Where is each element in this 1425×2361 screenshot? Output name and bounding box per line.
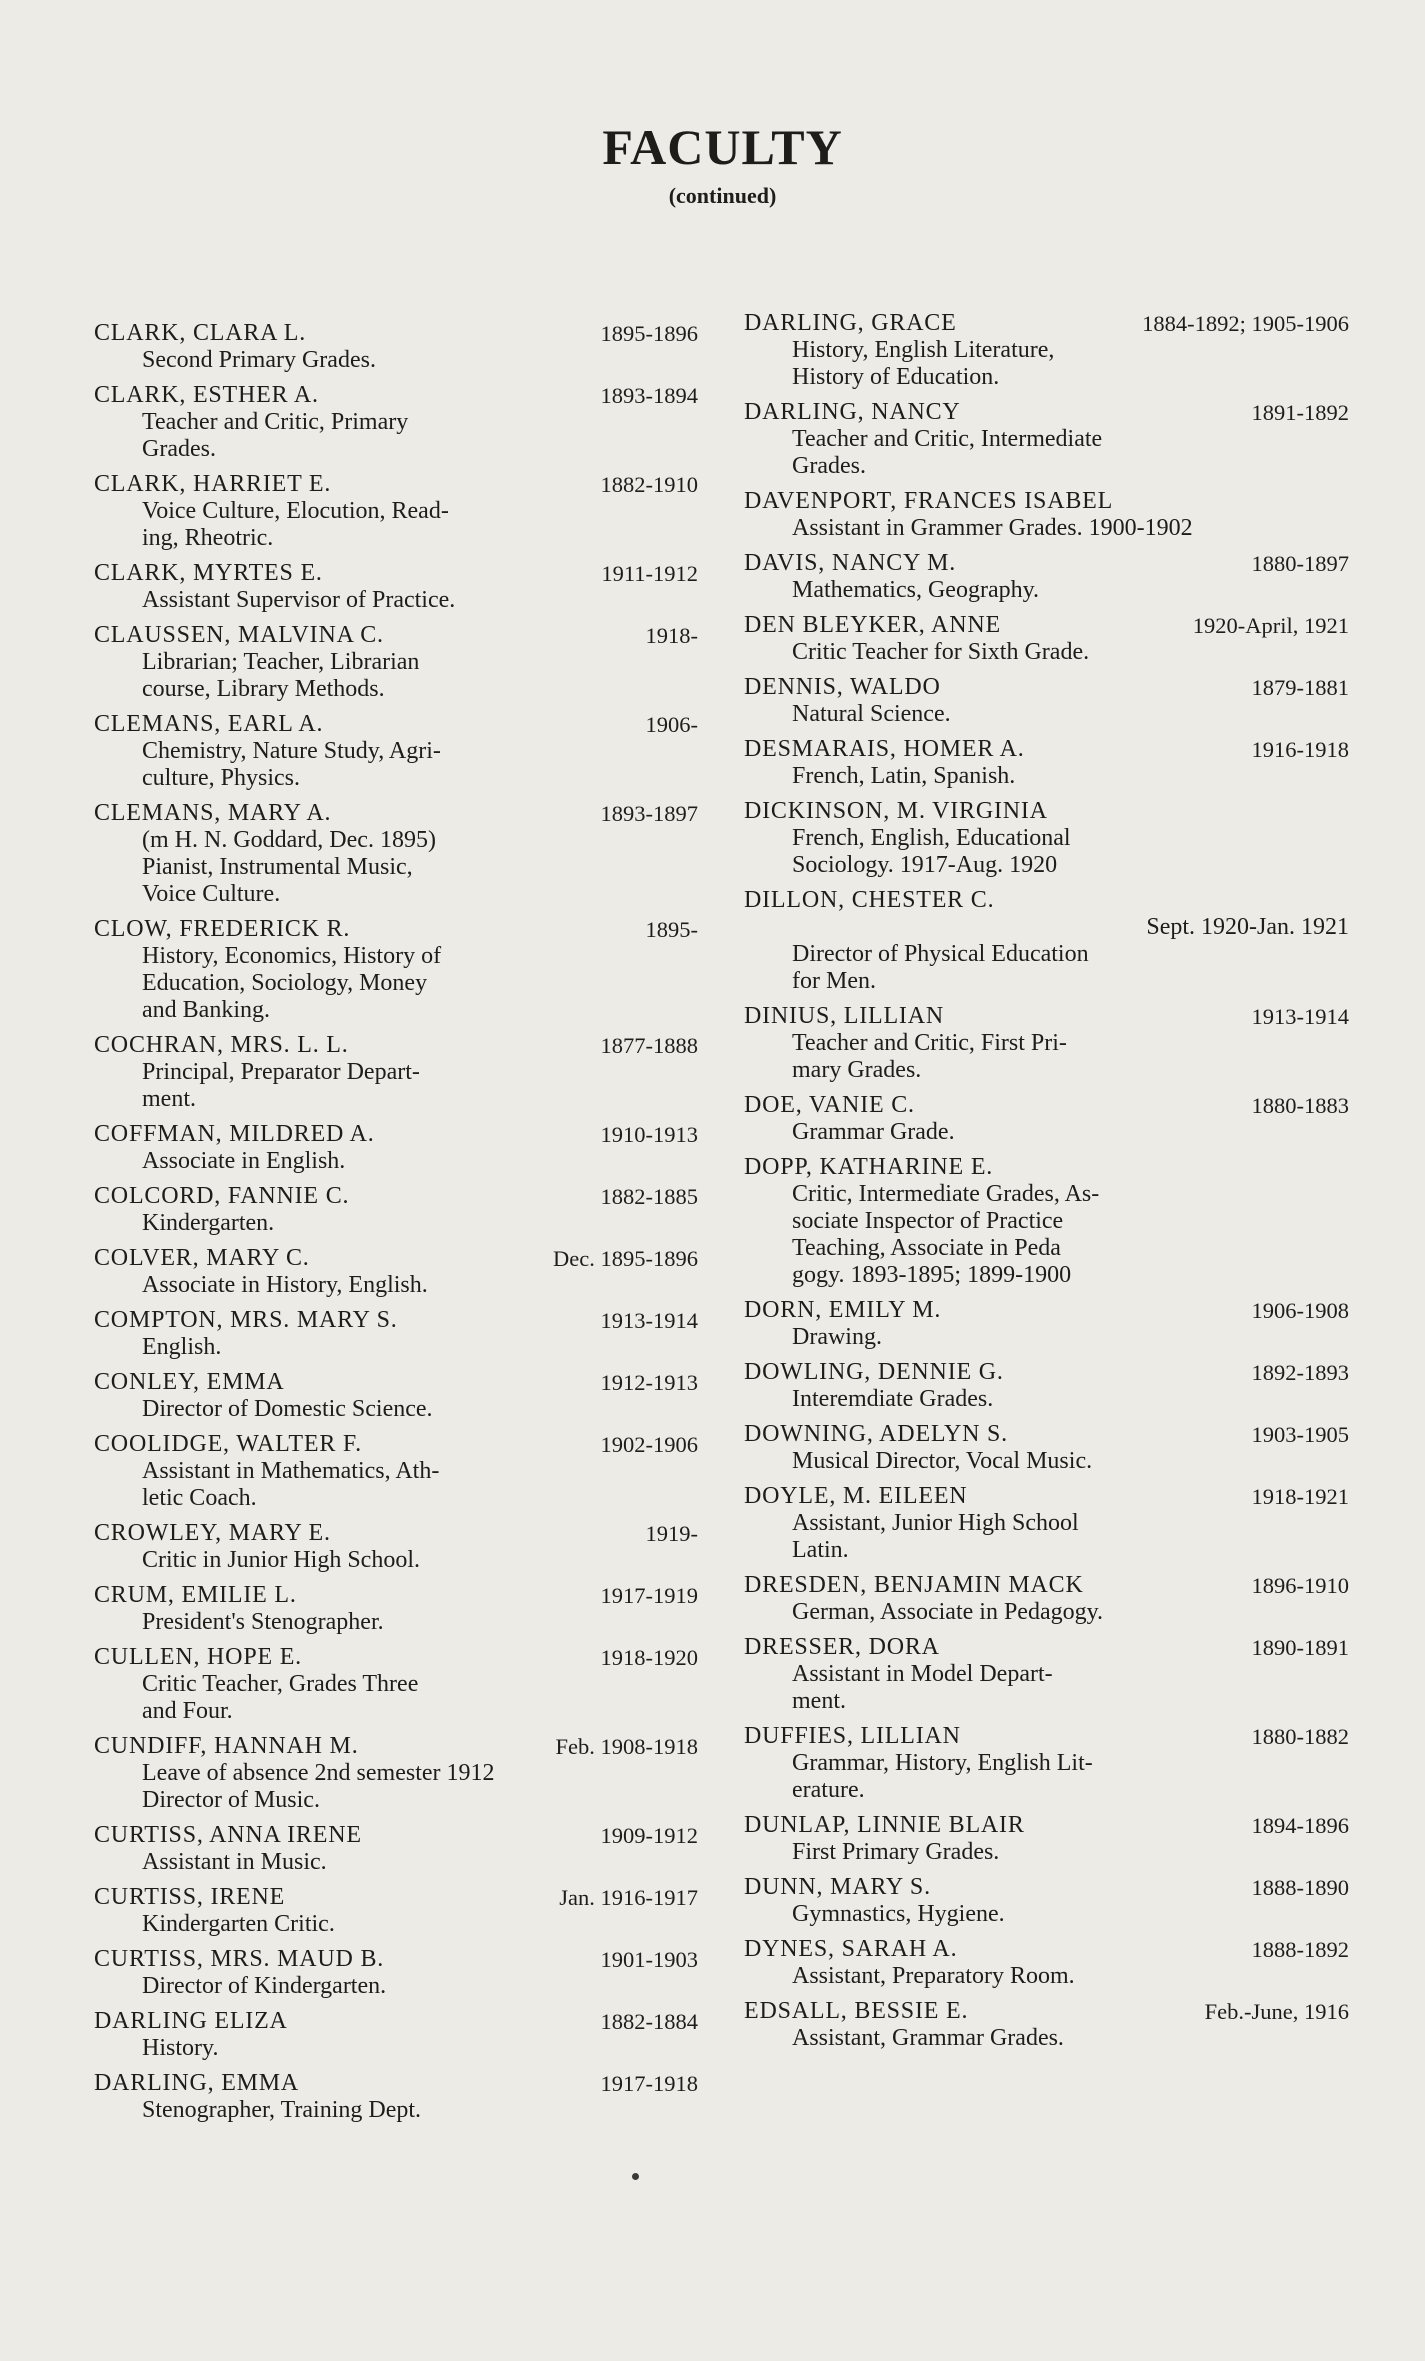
entry-detail-line: sociate Inspector of Practice [792, 1208, 1064, 1234]
entry-heading [94, 711, 698, 738]
faculty-name: DOWNING, ADELYN S. [744, 1421, 1008, 1447]
faculty-entry [94, 320, 698, 374]
entry-detail-line: Associate in History, English. [142, 1272, 428, 1298]
faculty-name: DRESSER, DORA [744, 1634, 940, 1660]
entry-heading [744, 1998, 1349, 2025]
faculty-name: DARLING, NANCY [744, 399, 961, 425]
faculty-entry [94, 800, 698, 908]
faculty-name: COLCORD, FANNIE C. [94, 1183, 350, 1209]
faculty-entry [94, 1520, 698, 1574]
entry-detail-line: (m H. N. Goddard, Dec. 1895) [142, 827, 436, 853]
faculty-name: DICKINSON, M. VIRGINIA [744, 798, 1048, 824]
entry-heading [94, 622, 698, 649]
faculty-entry [744, 1572, 1349, 1626]
entry-detail-line: History of Education. [792, 364, 1000, 390]
faculty-entry [94, 1307, 698, 1361]
entry-heading [94, 800, 698, 827]
faculty-dates: 1892-1893 [1251, 1360, 1349, 1385]
entry-detail-line: Assistant, Preparatory Room. [792, 1963, 1075, 1989]
faculty-entry [94, 916, 698, 1024]
faculty-name: DILLON, CHESTER C. [744, 887, 995, 913]
entry-detail-line: Director of Physical Education [792, 941, 1089, 967]
faculty-dates: 1880-1897 [1251, 551, 1349, 576]
entry-detail-line: Mathematics, Geography. [792, 577, 1040, 603]
faculty-entry [94, 1733, 698, 1814]
faculty-name: DUFFIES, LILLIAN [744, 1723, 961, 1749]
entry-detail-line: Latin. [792, 1537, 849, 1563]
entry-detail-line: Kindergarten Critic. [142, 1911, 335, 1937]
entry-detail-line: Principal, Preparator Depart- [142, 1059, 420, 1085]
entry-detail-line: Assistant in Grammer Grades. 1900-1902 [792, 515, 1193, 541]
faculty-dates: 1909-1912 [600, 1823, 698, 1848]
faculty-name: CURTISS, IRENE [94, 1884, 286, 1910]
entry-detail-line: Director of Kindergarten. [142, 1973, 387, 1999]
entry-detail-line: Critic Teacher, Grades Three [142, 1671, 419, 1697]
faculty-entry [744, 1003, 1349, 1084]
entry-detail-line: Interemdiate Grades. [792, 1386, 994, 1412]
page-title: FACULTY [602, 119, 843, 175]
entry-detail-line: Grades. [142, 436, 216, 462]
entry-heading [94, 1245, 698, 1272]
faculty-dates: 1918-1921 [1251, 1484, 1349, 1509]
entry-heading [94, 320, 698, 347]
entry-heading [744, 612, 1349, 639]
entry-heading [94, 471, 698, 498]
entry-heading [744, 1874, 1349, 1901]
entry-detail-line: Natural Science. [792, 701, 951, 727]
faculty-dates: 1917-1919 [600, 1583, 698, 1608]
faculty-dates: 1891-1892 [1251, 400, 1349, 425]
faculty-entry [744, 1092, 1349, 1146]
entry-detail-line: mary Grades. [792, 1057, 922, 1083]
entry-heading [744, 1723, 1349, 1750]
entry-heading [94, 560, 698, 587]
entry-heading [94, 1884, 698, 1911]
faculty-name: DENNIS, WALDO [744, 674, 941, 700]
entry-detail-line: German, Associate in Pedagogy. [792, 1599, 1104, 1625]
faculty-name: DESMARAIS, HOMER A. [744, 736, 1025, 762]
faculty-entry [94, 471, 698, 552]
entry-detail-line: Critic, Intermediate Grades, As- [792, 1181, 1100, 1207]
entry-detail-line: Drawing. [792, 1324, 882, 1350]
faculty-name: DUNLAP, LINNIE BLAIR [744, 1812, 1025, 1838]
entry-heading [94, 1307, 698, 1334]
faculty-entry [94, 1946, 698, 2000]
faculty-name: DAVIS, NANCY M. [744, 550, 957, 576]
faculty-dates: Feb.-June, 1916 [1204, 1999, 1349, 2024]
faculty-entry [94, 1369, 698, 1423]
faculty-entry [94, 1032, 698, 1113]
faculty-entry [744, 612, 1349, 666]
faculty-name: CULLEN, HOPE E. [94, 1644, 302, 1670]
entry-detail-line: Gymnastics, Hygiene. [792, 1901, 1005, 1927]
entry-detail-line: Assistant in Mathematics, Ath- [142, 1458, 440, 1484]
faculty-name: DOWLING, DENNIE G. [744, 1359, 1004, 1385]
entry-heading [744, 488, 1349, 515]
faculty-dates: 1882-1885 [600, 1184, 698, 1209]
faculty-dates: 1894-1896 [1251, 1813, 1349, 1838]
faculty-entry [744, 1812, 1349, 1866]
entry-detail-line: Leave of absence 2nd semester 1912 [142, 1760, 495, 1786]
entry-detail-line: culture, Physics. [142, 765, 300, 791]
faculty-dates: 1882-1910 [600, 472, 698, 497]
entry-detail-line: Assistant, Junior High School [792, 1510, 1079, 1536]
faculty-dates: 1910-1913 [600, 1122, 698, 1147]
entry-heading [744, 550, 1349, 577]
entry-detail-line: English. [142, 1334, 222, 1360]
entry-detail-line: Sept. 1920-Jan. 1921 [1146, 914, 1349, 940]
faculty-entry [94, 1431, 698, 1512]
entry-detail-line: Assistant in Music. [142, 1849, 327, 1875]
faculty-dates: 1888-1892 [1251, 1937, 1349, 1962]
entry-detail-line: Teacher and Critic, First Pri- [792, 1030, 1067, 1056]
faculty-dates: 1919- [645, 1521, 698, 1546]
faculty-dates: 1903-1905 [1251, 1422, 1349, 1447]
entry-heading [744, 1572, 1349, 1599]
left-column [94, 320, 698, 2132]
faculty-dates: 1917-1918 [600, 2071, 698, 2096]
faculty-name: DOPP, KATHARINE E. [744, 1154, 994, 1180]
entry-heading [744, 674, 1349, 701]
faculty-entry [94, 1121, 698, 1175]
faculty-name: COLVER, MARY C. [94, 1245, 310, 1271]
faculty-name: DRESDEN, BENJAMIN MACK [744, 1572, 1084, 1598]
faculty-name: CLARK, CLARA L. [94, 320, 307, 346]
entry-heading [744, 310, 1349, 337]
faculty-entry [744, 1297, 1349, 1351]
faculty-name: CRUM, EMILIE L. [94, 1582, 297, 1608]
entry-detail-line: Education, Sociology, Money [142, 970, 428, 996]
faculty-name: DARLING, EMMA [94, 2070, 300, 2096]
faculty-entry [744, 887, 1349, 995]
faculty-dates: 1913-1914 [600, 1308, 698, 1333]
faculty-name: DOYLE, M. EILEEN [744, 1483, 968, 1509]
faculty-name: COOLIDGE, WALTER F. [94, 1431, 362, 1457]
faculty-name: DARLING, GRACE [744, 310, 957, 336]
faculty-entry [744, 1154, 1349, 1289]
entry-heading [94, 1032, 698, 1059]
faculty-name: DOE, VANIE C. [744, 1092, 915, 1118]
entry-detail-line: French, Latin, Spanish. [792, 763, 1016, 789]
entry-heading [94, 1369, 698, 1396]
faculty-name: DUNN, MARY S. [744, 1874, 931, 1900]
faculty-entry [94, 2070, 698, 2124]
faculty-entry [744, 1421, 1349, 1475]
entry-detail-line: Kindergarten. [142, 1210, 275, 1236]
entry-detail-line: Sociology. 1917-Aug. 1920 [792, 852, 1058, 878]
page-mark [632, 2173, 639, 2180]
entry-heading [744, 736, 1349, 763]
faculty-entry [744, 674, 1349, 728]
entry-detail-line: History. [142, 2035, 219, 2061]
faculty-entry [94, 1884, 698, 1938]
entry-heading [94, 1582, 698, 1609]
faculty-entry [744, 1359, 1349, 1413]
entry-detail-line: Director of Domestic Science. [142, 1396, 433, 1422]
faculty-entry [744, 798, 1349, 879]
entry-heading [744, 399, 1349, 426]
faculty-entry [744, 1874, 1349, 1928]
faculty-name: CUNDIFF, HANNAH M. [94, 1733, 359, 1759]
faculty-name: CURTISS, ANNA IRENE [94, 1822, 362, 1848]
entry-detail-line: Director of Music. [142, 1787, 320, 1813]
faculty-dates: Feb. 1908-1918 [555, 1734, 698, 1759]
faculty-dates: 1896-1910 [1251, 1573, 1349, 1598]
faculty-entry [744, 1723, 1349, 1804]
faculty-name: CROWLEY, MARY E. [94, 1520, 331, 1546]
faculty-name: CLAUSSEN, MALVINA C. [94, 622, 384, 648]
entry-detail-line: Grammar Grade. [792, 1119, 955, 1145]
entry-heading [94, 1183, 698, 1210]
faculty-entry [94, 1245, 698, 1299]
faculty-name: CURTISS, MRS. MAUD B. [94, 1946, 385, 1972]
entry-detail-line: ing, Rheotric. [142, 525, 274, 551]
entry-detail-line: Assistant in Model Depart- [792, 1661, 1053, 1687]
faculty-dates: 1906-1908 [1251, 1298, 1349, 1323]
entry-detail-line: President's Stenographer. [142, 1609, 384, 1635]
faculty-dates: 1882-1884 [600, 2009, 698, 2034]
entry-heading [94, 1946, 698, 1973]
entry-detail-line: for Men. [792, 968, 876, 994]
faculty-dates: 1901-1903 [600, 1947, 698, 1972]
entry-detail-line: Assistant Supervisor of Practice. [142, 587, 456, 613]
faculty-dates: 1888-1890 [1251, 1875, 1349, 1900]
entry-detail-line: Pianist, Instrumental Music, [142, 854, 413, 880]
entry-detail-line: letic Coach. [142, 1485, 257, 1511]
entry-heading [94, 1121, 698, 1148]
entry-detail-line: Critic in Junior High School. [142, 1547, 420, 1573]
faculty-entry [744, 550, 1349, 604]
faculty-entry [94, 1822, 698, 1876]
faculty-name: CLARK, MYRTES E. [94, 560, 323, 586]
faculty-entry [94, 711, 698, 792]
faculty-dates: 1880-1883 [1251, 1093, 1349, 1118]
entry-detail-line: Teacher and Critic, Intermediate [792, 426, 1103, 452]
entry-detail-line: and Banking. [142, 997, 270, 1023]
entry-detail-line: and Four. [142, 1698, 233, 1724]
faculty-dates: 1918- [645, 623, 698, 648]
faculty-entry [94, 1644, 698, 1725]
faculty-entry [744, 399, 1349, 480]
entry-detail-line: ment. [792, 1688, 846, 1714]
faculty-dates: 1893-1894 [600, 383, 698, 408]
faculty-name: CONLEY, EMMA [94, 1369, 285, 1395]
entry-heading [744, 887, 1349, 914]
entry-detail-line: Critic Teacher for Sixth Grade. [792, 639, 1090, 665]
faculty-name: COCHRAN, MRS. L. L. [94, 1032, 349, 1058]
faculty-name: DYNES, SARAH A. [744, 1936, 958, 1962]
faculty-dates: Jan. 1916-1917 [559, 1885, 698, 1910]
entry-heading [94, 1733, 698, 1760]
faculty-name: CLOW, FREDERICK R. [94, 916, 351, 942]
faculty-entry [744, 310, 1349, 391]
faculty-name: COFFMAN, MILDRED A. [94, 1121, 375, 1147]
entry-detail-line: History, Economics, History of [142, 943, 442, 969]
faculty-dates: 1918-1920 [600, 1645, 698, 1670]
faculty-name: COMPTON, MRS. MARY S. [94, 1307, 398, 1333]
entry-detail-line: Second Primary Grades. [142, 347, 376, 373]
right-column [744, 310, 1349, 2060]
entry-detail-line: Voice Culture. [142, 881, 281, 907]
entry-heading [744, 1421, 1349, 1448]
faculty-entry [94, 622, 698, 703]
faculty-dates: 1916-1918 [1251, 737, 1349, 762]
entry-heading [744, 1092, 1349, 1119]
faculty-name: CLARK, ESTHER A. [94, 382, 319, 408]
entry-heading [744, 798, 1349, 825]
faculty-dates: Dec. 1895-1896 [553, 1246, 698, 1271]
faculty-entry [744, 736, 1349, 790]
faculty-dates: 1884-1892; 1905-1906 [1142, 311, 1349, 336]
entry-detail-line: Chemistry, Nature Study, Agri- [142, 738, 441, 764]
entry-heading [94, 1431, 698, 1458]
faculty-entry [744, 1483, 1349, 1564]
entry-detail-line: Voice Culture, Elocution, Read- [142, 498, 449, 524]
entry-detail-line: Musical Director, Vocal Music. [792, 1448, 1093, 1474]
faculty-entry [744, 1634, 1349, 1715]
entry-detail-line: erature. [792, 1777, 865, 1803]
faculty-dates: 1895- [645, 917, 698, 942]
entry-detail-line: French, English, Educational [792, 825, 1071, 851]
page-subtitle: (continued) [668, 183, 777, 208]
entry-heading [744, 1359, 1349, 1386]
faculty-entry [94, 1183, 698, 1237]
faculty-entry [744, 488, 1349, 542]
faculty-name: EDSALL, BESSIE E. [744, 1998, 969, 2024]
entry-heading [94, 1822, 698, 1849]
entry-heading [94, 1644, 698, 1671]
faculty-entry [94, 382, 698, 463]
entry-heading [94, 1520, 698, 1547]
faculty-entry [744, 1936, 1349, 1990]
faculty-dates: 1913-1914 [1251, 1004, 1349, 1029]
entry-heading [94, 2070, 698, 2097]
entry-heading [744, 1812, 1349, 1839]
faculty-name: DEN BLEYKER, ANNE [744, 612, 1001, 638]
entry-heading [744, 1297, 1349, 1324]
entry-detail-line: gogy. 1893-1895; 1899-1900 [792, 1262, 1072, 1288]
faculty-dates: 1912-1913 [600, 1370, 698, 1395]
faculty-entry [94, 1582, 698, 1636]
entry-detail-line: History, English Literature, [792, 337, 1055, 363]
faculty-name: DINIUS, LILLIAN [744, 1003, 944, 1029]
faculty-name: DORN, EMILY M. [744, 1297, 942, 1323]
entry-detail-line: Associate in English. [142, 1148, 346, 1174]
entry-detail-line: Librarian; Teacher, Librarian [142, 649, 420, 675]
entry-detail-line: Assistant, Grammar Grades. [792, 2025, 1064, 2051]
faculty-name: CLARK, HARRIET E. [94, 471, 332, 497]
faculty-entry [744, 1998, 1349, 2052]
entry-detail-line: Grades. [792, 453, 866, 479]
entry-heading [94, 2008, 698, 2035]
entry-heading [744, 1154, 1349, 1181]
entry-heading [94, 916, 698, 943]
faculty-dates: 1879-1881 [1251, 675, 1349, 700]
faculty-entry [94, 560, 698, 614]
faculty-dates: 1895-1896 [600, 321, 698, 346]
faculty-dates: 1880-1882 [1251, 1724, 1349, 1749]
faculty-name: CLEMANS, EARL A. [94, 711, 324, 737]
entry-detail-line: First Primary Grades. [792, 1839, 1000, 1865]
faculty-dates: 1911-1912 [601, 561, 698, 586]
faculty-dates: 1893-1897 [600, 801, 698, 826]
faculty-dates: 1877-1888 [600, 1033, 698, 1058]
faculty-dates: 1890-1891 [1251, 1635, 1349, 1660]
faculty-dates: 1902-1906 [600, 1432, 698, 1457]
faculty-entry [94, 2008, 698, 2062]
entry-heading [744, 1936, 1349, 1963]
faculty-name: DAVENPORT, FRANCES ISABEL [744, 488, 1114, 514]
entry-heading [94, 382, 698, 409]
entry-detail-line: Stenographer, Training Dept. [142, 2097, 422, 2123]
entry-heading [744, 1483, 1349, 1510]
entry-detail-line: Teaching, Associate in Peda [792, 1235, 1061, 1261]
entry-heading [744, 1634, 1349, 1661]
entry-detail-line: Teacher and Critic, Primary [142, 409, 409, 435]
faculty-name: DARLING ELIZA [94, 2008, 288, 2034]
faculty-dates: 1906- [645, 712, 698, 737]
entry-detail-line: Grammar, History, English Lit- [792, 1750, 1093, 1776]
entry-heading [744, 1003, 1349, 1030]
faculty-dates: 1920-April, 1921 [1192, 613, 1349, 638]
entry-detail-line: course, Library Methods. [142, 676, 385, 702]
faculty-name: CLEMANS, MARY A. [94, 800, 332, 826]
entry-detail-line: ment. [142, 1086, 196, 1112]
